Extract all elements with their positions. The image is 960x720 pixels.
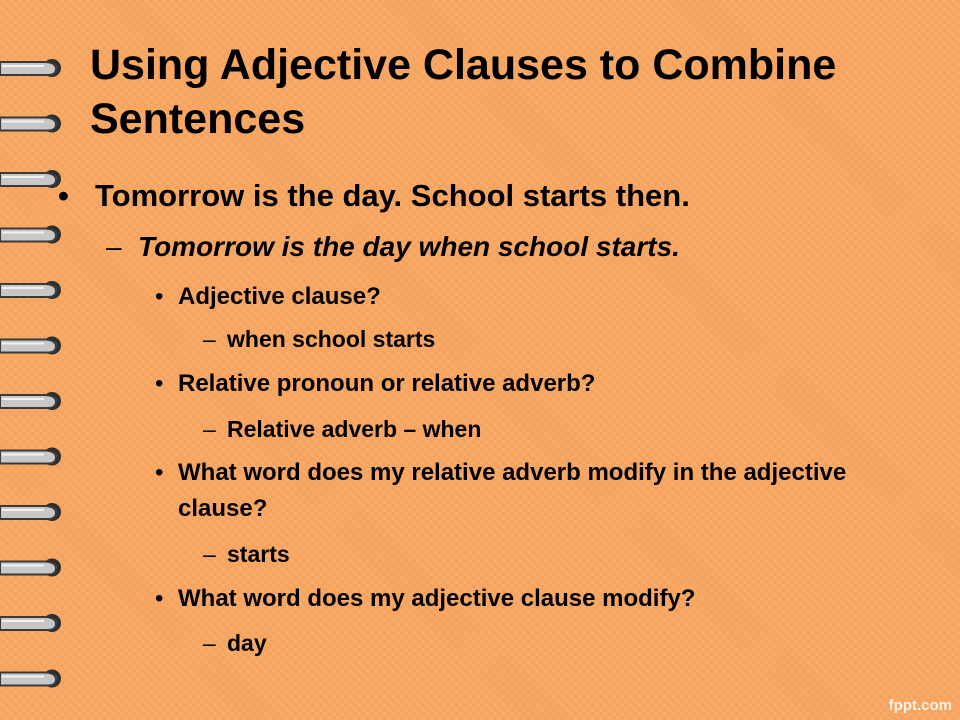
answer-item — [203, 416, 481, 443]
answer-item — [203, 541, 290, 568]
bullet-dot: • — [155, 283, 164, 310]
bullet-dot: • — [155, 459, 164, 486]
bullet-dash: – — [106, 231, 122, 262]
level1-text: Tomorrow is the day. School starts then. — [95, 178, 690, 213]
question-item — [155, 455, 915, 527]
bullet-dash: – — [203, 416, 216, 442]
answer-item — [203, 630, 267, 657]
answer-item — [203, 326, 435, 353]
question-text: What word does my relative adverb modify in the adjective clause? — [178, 459, 847, 522]
bullet-dot: • — [155, 370, 164, 397]
slide-title: Using Adjective Clauses to Combine Sentences — [90, 41, 837, 143]
question-item — [155, 283, 381, 311]
question-text: Relative pronoun or relative adverb? — [178, 370, 596, 397]
question-text: Adjective clause? — [178, 283, 381, 310]
bullet-dash: – — [203, 630, 216, 656]
level2-text: Tomorrow is the day when school starts. — [138, 231, 680, 262]
question-item — [155, 370, 595, 398]
fppt-logo: fppt.com — [888, 697, 952, 714]
question-text: What word does my adjective clause modify? — [178, 585, 696, 612]
bullet-dash: – — [203, 326, 216, 352]
bullet-dot: • — [58, 178, 69, 213]
bullet-dot: • — [155, 585, 164, 612]
bullet-dash: – — [203, 541, 216, 567]
answer-text: when school starts — [227, 326, 436, 352]
answer-text: Relative adverb – when — [227, 416, 482, 442]
question-item — [155, 585, 695, 613]
bullet-level1 — [58, 178, 690, 214]
answer-text: day — [227, 630, 267, 656]
bullet-level2 — [106, 231, 680, 263]
answer-text: starts — [227, 541, 290, 567]
